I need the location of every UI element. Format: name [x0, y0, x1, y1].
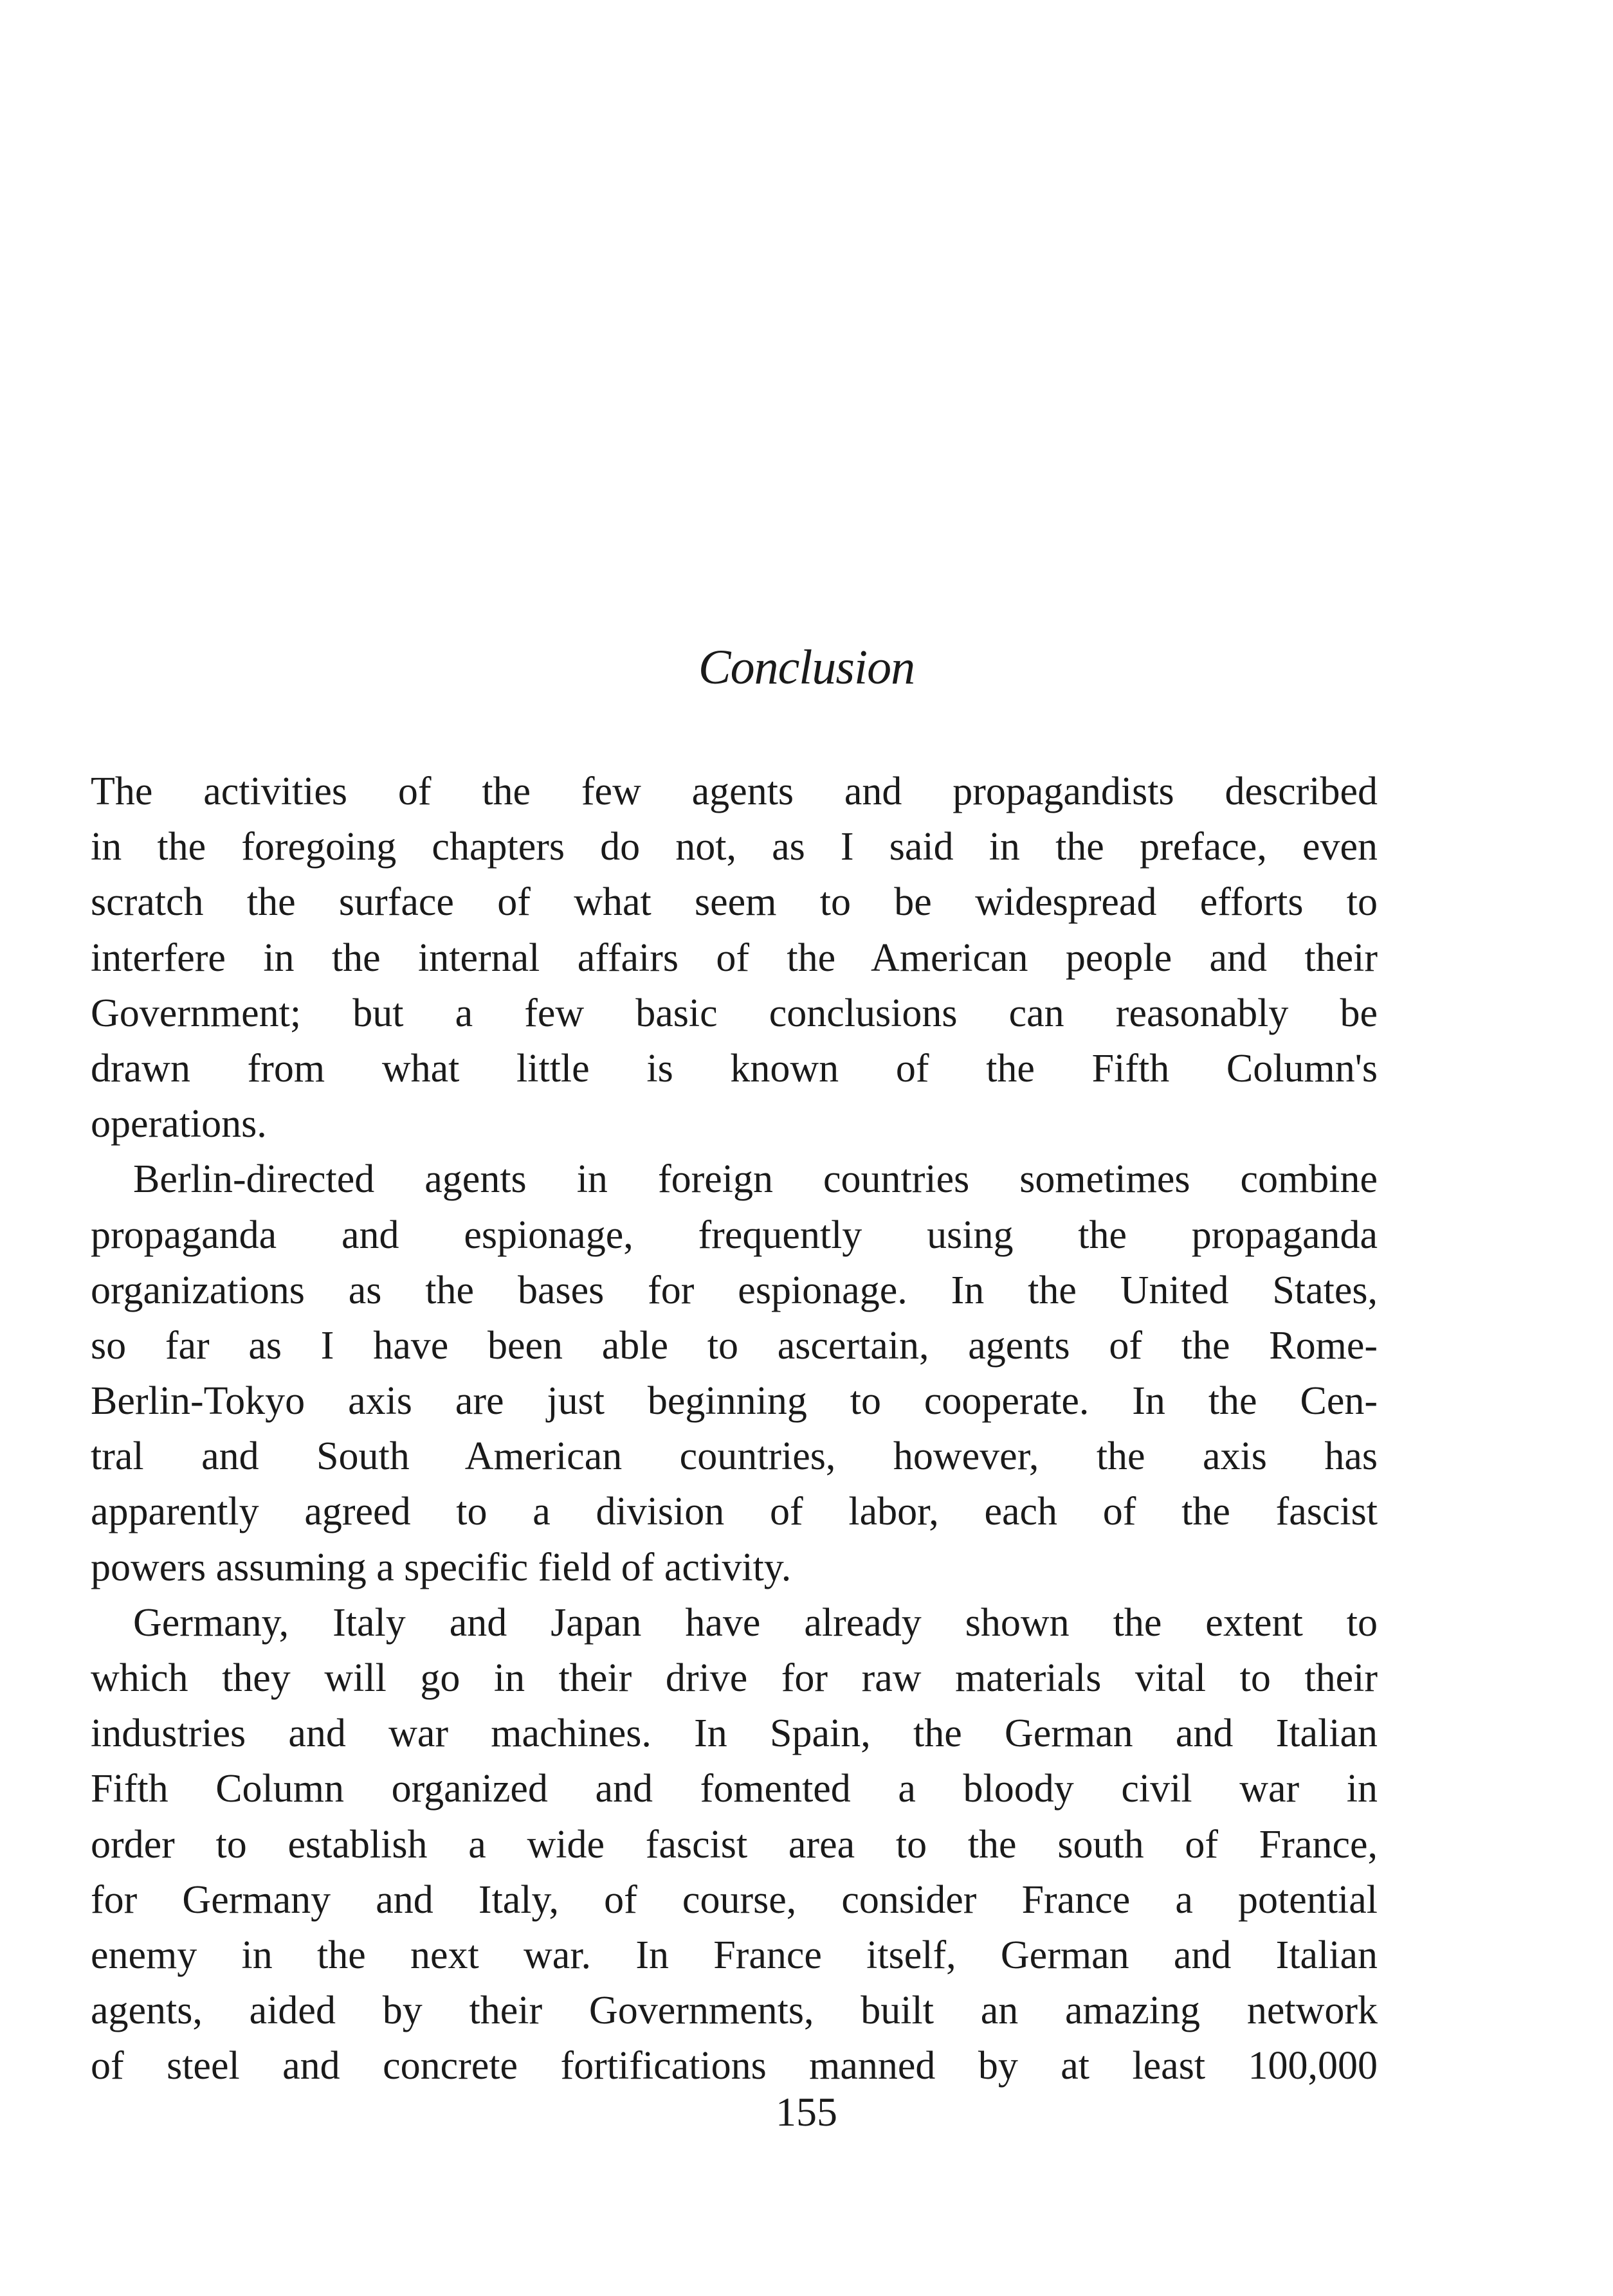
paragraph-2-line-3: organizations as the bases for espionage. In the United States, — [91, 1268, 1378, 1312]
paragraph-3-line-8: agents, aided by their Governments, built an amazing network — [91, 1989, 1378, 2033]
paragraph-2-line-1: Berlin-directed agents in foreign countries sometimes combine — [133, 1157, 1378, 1202]
paragraph-1-line-1: The activities of the few agents and propagandists described — [91, 770, 1378, 813]
chapter-title: Conclusion — [698, 640, 915, 694]
paragraph-2-line-7: apparently agreed to a division of labor, each of the fascist — [91, 1490, 1378, 1534]
paragraph-1-line-7: operations. — [91, 1102, 267, 1146]
paragraph-3-line-5: order to establish a wide fascist area to the south of France, — [91, 1822, 1378, 1867]
paragraph-2-line-4: so far as I have been able to ascertain, agents of the Rome- — [91, 1323, 1378, 1368]
paragraph-3-line-1: Germany, Italy and Japan have already shown the extent to — [133, 1600, 1378, 1645]
paragraph-1-line-3: scratch the surface of what seem to be widespread efforts to — [91, 880, 1378, 925]
paragraph-3-line-2: which they will go in their drive for raw materials vital to their — [91, 1656, 1378, 1700]
paragraph-3-line-3: industries and war machines. In Spain, the German and Italian — [91, 1712, 1378, 1756]
paragraph-1-line-2: in the foregoing chapters do not, as I said in the preface, even — [91, 825, 1378, 869]
body-text — [91, 764, 1378, 2094]
paragraph-3-line-6: for Germany and Italy, of course, consider France a potential — [91, 1877, 1378, 1922]
paragraph-3-line-7: enemy in the next war. In France itself, German and Italian — [91, 1933, 1378, 1977]
paragraph-2-line-2: propaganda and espionage, frequently using the propaganda — [91, 1213, 1378, 1257]
page-number: 155 — [776, 2089, 837, 2135]
paragraph-3-line-9: of steel and concrete fortifications manned by at least 100,000 — [91, 2044, 1378, 2088]
paragraph-1-line-6: drawn from what little is known of the Fifth Column's — [91, 1046, 1378, 1090]
paragraph-2-line-6: tral and South American countries, however, the axis has — [91, 1434, 1378, 1479]
paragraph-1-line-5: Government; but a few basic conclusions can reasonably be — [91, 991, 1378, 1035]
paragraph-2-line-8: powers assuming a specific field of activity. — [91, 1545, 792, 1589]
paragraph-1-line-4: interfere in the internal affairs of the American people and their — [91, 936, 1378, 980]
paragraph-3-line-4: Fifth Column organized and fomented a bloody civil war in — [91, 1767, 1378, 1811]
paragraph-2-line-5: Berlin-Tokyo axis are just beginning to cooperate. In the Cen- — [91, 1379, 1378, 1424]
